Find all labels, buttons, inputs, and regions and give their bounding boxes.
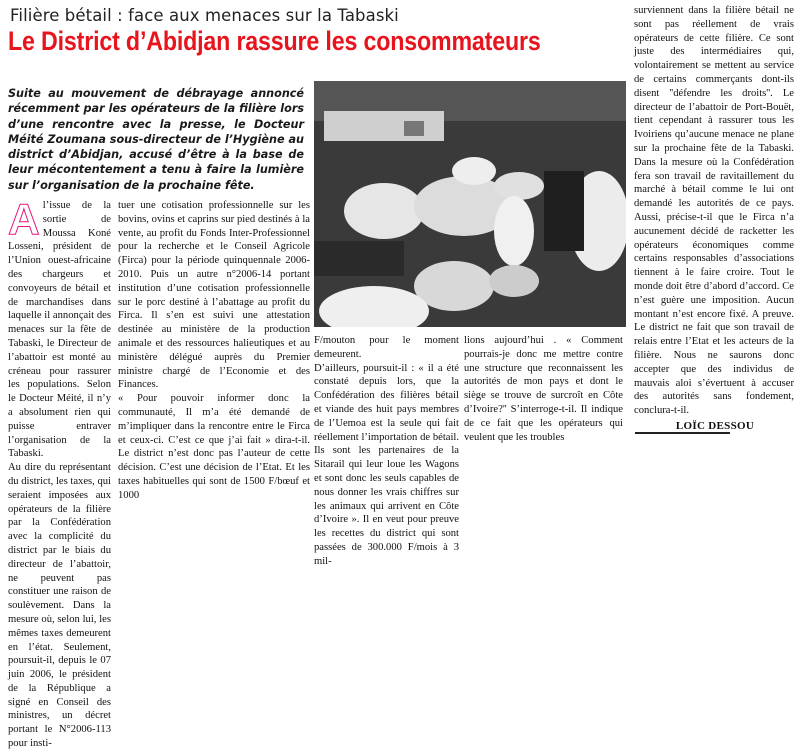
column-1-paragraph-2: Au dire du représentant du district, les taxes, qui seraient imposées aux opérateurs de la filière par la Confédération avec la complicité du district par le biais du directeur de l’abattoir, ne peuvent pas constituer une raison de soulèvement. Dans la mesure où, selon lui, les mêmes taxes demeurent en l’état. Seulement, poursuit-il, depuis le 07 juin 2006, le président de la République a signé en Conseil des ministres, un décret portant le N°2006-113 pour insti- bbox=[8, 462, 111, 750]
column-1-text-1: l’issue de la sortie de Moussa Koné Losseni, président de l’Union ouest-africaine des chargeurs et convoyeurs de bétail et de marchandises dans laquelle il annonçait des menaces sur la fête de Tabaski, le Directeur de l’abattoir est monté au créneau pour rassurer les populations. Selon le Docteur Méité, il n’y a absolument rien qui puisse entraver l’organisation de la Tabaski. bbox=[8, 200, 111, 460]
article-byline: LOÏC DESSOU bbox=[675, 420, 755, 432]
column-3-paragraph-2: D’ailleurs, poursuit-il : « il a été constaté depuis lors, que la Confédération des filières bétail et viande des huit pays membres de l’Uemoa est la seule qui fait réellement l’importation de bétail. Ils sont les partenaires de la Sitarail qui leur loue les Wagons et sont donc les seuls capables de nous donner les vrais chiffres sur les animaux qui arrivent en Côte d’Ivoire ». Il en veut pour preuve les recettes du district qui sont passées de 300.000 F/mois à 3 mil- bbox=[314, 362, 459, 567]
column-5-paragraph-1: surviennent dans la filière bétail ne sont pas réellement de vrais opérateurs de cette filière. Ce sont juste des intermédiaires qui, volontairement se mettent au service de certains commerçants dont-ils disent ''défendre les droits''. Le directeur de l’abattoir de Port-Bouët, tient cependant à rassurer tous les Ivoiriens qu’aucune menace ne plane sur la prochaine fête de la Tabaski. Dans la mesure où la Confédération fera son travail de ravitaillement du marché à bétail comme le lui ont demandé les autorités de ce pays. Aussi, précise-t-il que le Firca n’a aucunement décidé de racketter les opérateurs économiques comme certains responsables d’associations tiennent à le faire croire. Tout le monde doit être d’abord d’accord. Ce n’est guère une imposition. Aucun montant n’est encore fixé. A preuve. Le district ne fait que son travail de relais entre l’Etat et les acteurs de la filière. Nous ne saurons donc accepter que des individus de mauvais aloi s’évertuent à accuser des autorités sans fondement, conclura-t-il. bbox=[634, 5, 794, 417]
article-column-4 bbox=[464, 334, 623, 444]
column-3-paragraph-1: F/mouton pour le moment demeurent. bbox=[314, 335, 459, 360]
livestock-photo-image bbox=[314, 81, 626, 327]
column-2-paragraph-2: « Pour pouvoir informer donc la communauté, Il m’a été demandé de m’impliquer dans la rencontre entre le Firca et ceux-ci. C’est ce que j’ai fait » dira-t-il. Le district n’est donc pas l’auteur de cette décision. C’est une décision de l’Etat. Et les taxes habituelles qui sont de 1500 F/bœuf et 1000 bbox=[118, 393, 310, 501]
article-column-1 bbox=[8, 195, 111, 751]
byline-rule bbox=[635, 432, 730, 434]
column-4-paragraph-1: lions aujourd’hui . « Comment pourrais-je donc me mettre contre une structure que reconnaissent les autorités de mon pays et dont le siège se trouve de surcroît en Côte d’Ivoire?'' S’interroge-t-il. Il indique de ce fait que les opérateurs qui veulent que les troubles bbox=[464, 335, 623, 443]
livestock-photo bbox=[314, 81, 626, 327]
column-2-paragraph-1: tuer une cotisation professionnelle sur les bovins, ovins et caprins sur pied destinés à la vente, au profit du Fonds Inter-Professionnel pour la recherche et le Conseil Agricole (Firca) pour la période quinquennale 2006-2010. Puis un autre n°2006-14 portant institution d’une cotisation professionnelle sur le porc destiné à l’abattage au profit du Firca. Il s’en est suivi une attestation destinée au ministère de la production animale et des ressources halieutiques et au ministère délégué auprès du Premier ministre chargé de l’Economie et des Finances. bbox=[118, 200, 310, 391]
article-lead-paragraph: Suite au mouvement de débrayage annoncé récemment par les opérateurs de la filière lors d’une rencontre avec la presse, le Docteur Méité Zoumana sous-directeur de l’Hygiène au district d’Abidjan, accusé d’être à la base de leur mécontentement a tenu à faire la lumière sur l’organisation de la prochaine fête. bbox=[8, 87, 304, 192]
article-column-2 bbox=[118, 199, 310, 503]
article-column-5 bbox=[634, 4, 794, 418]
drop-cap-letter: A bbox=[8, 195, 40, 244]
article-column-3 bbox=[314, 334, 459, 569]
article-headline: Le District d’Abidjan rassure les consommateurs bbox=[8, 26, 541, 56]
article-kicker: Filière bétail : face aux menaces sur la Tabaski bbox=[10, 6, 399, 25]
column-1-paragraph-1 bbox=[8, 195, 111, 461]
